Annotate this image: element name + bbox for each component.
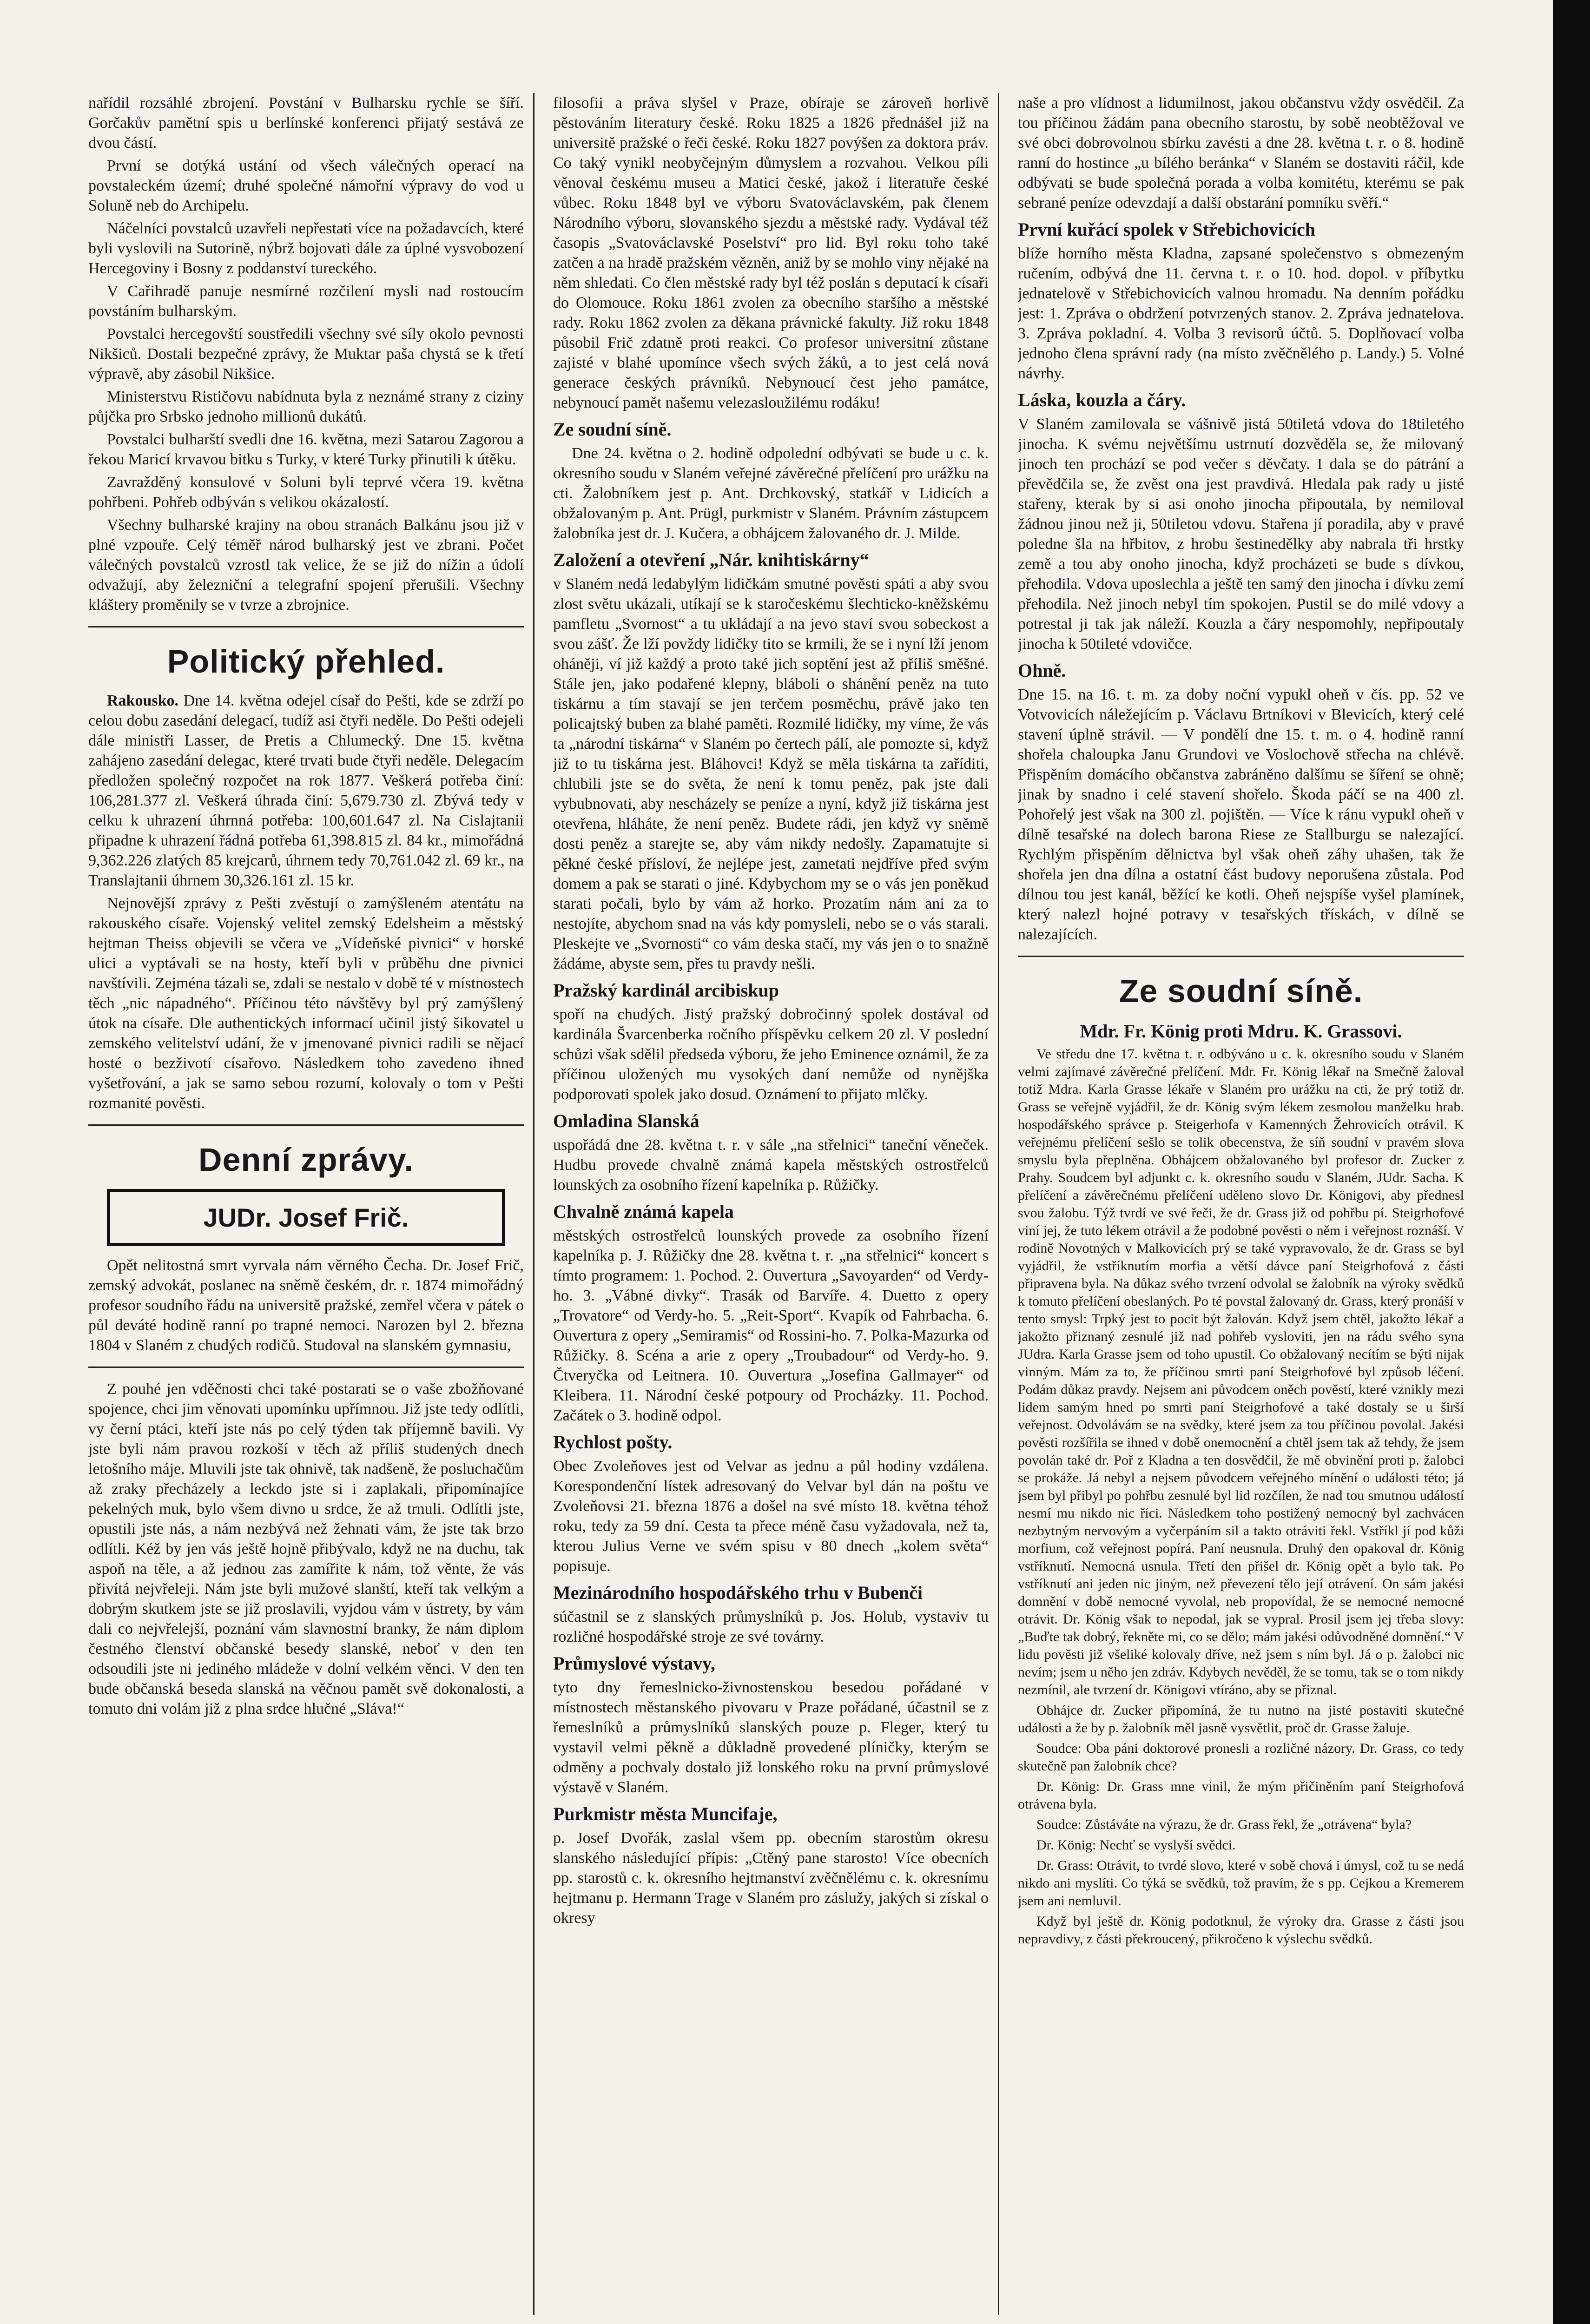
- article-paragraph: Nejnovější zprávy z Pešti zvěstují o zamýšleném atentátu na rakouského císaře. Vojenský velitel zemský Edelsheim a městský hejtman Theiss objevili se včera ve „Vídeňské pivnici“ v horské ulici a vyptávali se na hosty, kteří byli v průběhu dne pivnici navštívili. Zejména tázali se, zdali se nestalo v době té v místnostech těch „nic nápadného“. Příčinou této návštěvy byl prý zamýšlený útok na císaře. Dle authentických informací učinil jistý šikovatel u zemského velitelství udání, že v jmenované pivnici radili se nějací hosté o bezživotí císařovo. Následkem toho zavedeno ihned vyšetřování, a jak se samo sebou rozumí, kolovaly o tom v Pešti rozmanité pověsti.: [88, 895, 524, 1112]
- article-paragraph: súčastnil se z slanských průmyslníků p. Jos. Holub, vystaviv tu rozličné hospodářské stroje ze své továrny.: [553, 1608, 989, 1645]
- section-heading-soudni: Ze soudní síně.: [1119, 973, 1363, 1009]
- article-heading: Pražský kardinál arcibiskup: [553, 980, 779, 1001]
- section-divider: [88, 1124, 524, 1126]
- article-heading: První kuřácí spolek v Střebichovicích: [1018, 219, 1315, 240]
- section-divider: [88, 626, 524, 627]
- article-paragraph: v Slaném nedá ledabylým lidičkám smutné pověsti spáti a aby svou zlost světu ukázali, utíkají se k staročeskému šlechticko-kněžskému pamfletu „Svornost“ a tu ukládají a na jevo staví svou sobeckost a svou zášť. Že lží povždy lidičky tito se krmili, že se i nyní lží jenom oháněji, ví již každý a proto také jich soptění jest až příliš směšné. Stále jen, jako podařené klepny, bláboli o shánění peněz na tuto tiskárnu a tím stavají se jen terčem posměchu, právě jako ten policajtský buben za blahé paměti. Rozmilé lidičky, my víme, že vás ta „národní tiskárna“ v Slaném po čertech pálí, ale pomozte si, když již to tu tiskárna jest. Bláhovci! Když se měla tiskárna ta zaříditi, chlubili jste se do světa, že není k tomu peněz, pak jste dali vybubnovati, aby nescházely se peníze a nyní, když již tiskárna jest otevřena, hláháte, že není peněz. Budete rádi, jen když vy sněmě dosti peněz a starejte se, aby vám nikdy nedošly. Zapamatujte si pěkné české přísloví, že nejlépe jest, zametati nejdříve před svým domem a pak se starati o jiné. Kdybychom my se o vás jen poněkud starati počali, bylo by vám až horko. Prozatím nám ani za to nestojíte, abychom snad na vás kdy pomysleli, nebo se o vás starali. Pleskejte ve „Svornosti“ co vám deska stačí, my vás jen o to snažně žádáme, abyste sem, přes tu pravdy nešli.: [553, 575, 989, 972]
- page-edge-bar: [1553, 0, 1590, 2324]
- article-paragraph: Všechny bulharské krajiny na obou stranách Balkánu jsou již v plné vzpouře. Celý téměř národ bulharský jest ve zbrani. Počet válečných povstalců vzrostl tak velice, že se již do nížin a údolí odvažují, aby železniční a telegrafní spojení přerušili. Všechny kláštery proměnily se v tvrze a zbrojnice.: [88, 516, 524, 614]
- article-paragraph: Zavražděný konsulové v Soluni byli teprvé včera 19. května pohřbeni. Pohřeb odbýván s velikou okázalostí.: [88, 474, 524, 511]
- article-paragraph: Ministerstvu Rističovu nabídnuta byla z neznámé strany z ciziny půjčka pro Srbsko jednoho millionů dukátů.: [88, 388, 524, 425]
- article-paragraph: Dr. Grass: Otrávit, to tvrdé slovo, které v sobě chová i úmysl, což tu se nedá nikdo ani myslíti. Co týká se svědků, tož pravím, že s pp. Cejkou a Kremerem jsem ani nemluvil.: [1018, 1858, 1464, 1908]
- article-paragraph: p. Josef Dvořák, zaslal všem pp. obecním starostům okresu slanského následující přípis: „Ctěný pane starosto! Více obecních pp. starostů c. k. okresního hejtmanství zvěčnělému c. k. okresnímu hejtmanu p. Hermann Trage v Slaném pro záslužy, jakých si získal o okresy: [553, 1829, 989, 1927]
- article-paragraph: Dne 15. na 16. t. m. za doby noční vypukl oheň v čís. pp. 52 ve Votvovicích náležejícím p. Václavu Brtníkovi v Blevicích, který celé stavení úplně strávil. — V pondělí dne 15. t. m. o 4. hodině ranní shořela chaloupka Janu Grundovi ve Voslochově střecha na chlévě. Přispěním domácího občanstva zabráněno dalšímu se šíření se ohně; jinak by snadno i celé stavení shořelo. Škoda páčí se na 400 zl. Pohořelý jest však na 300 zl. pojištěn. — Více k ránu vypukl oheň v dílně tesařské na dolech barona Riese ze Stallburgu se nalezající. Rychlým přispěním dělnictva byl však oheň záhy uhašen, tak že shořela jen dna dílna a ostatní část budovy neporušena zůstala. Pod dílnou tou jest kanál, běžící ke kotli. Oheň nejspíše vyšel plamínek, který nalezl hojné potravy v tesařských třískách, v dílně se nalezajících.: [1018, 686, 1464, 943]
- article-paragraph: filosofii a práva slyšel v Praze, obíraje se zároveň horlivě pěstováním literatury české. Roku 1825 a 1826 přednášel již na universitě pražské o řeči české. Roku 1827 povýšen za doktora práv. Co taký vynikl neobyčejným důmyslem a rozvahou. Velkou píli věnoval českému museu a Matici české, jakož i literatuře české vůbec. Roku 1848 byl ve výboru Svatováclavském, pak členem Národního výboru, slovanského sjezdu a městské rady. Vydával též časopis „Svatováclavské Poselství“ pro lid. Byl roku toho také zatčen a na hradě pražském vězněn, aniž by se mohlo viny nějaké na něm shledati. Co člen městské rady byl též poslán s deputací k císaři do Olomouce. Roku 1861 zvolen za obecního staršího a městské rady. Roku 1862 zvolen za děkana právnické fakulty. Již roku 1848 působil Frič zdatně proti reakci. Co profesor universitní zůstane zajisté v blahé upomínce všech svých žáků, a to jest celá nová generace českých právníků. Nebynoucí čest jeho památce, nebynoucí pamět našemu velezasloužilému rodáku!: [553, 94, 989, 411]
- section-heading-denni: Denní zprávy.: [198, 1142, 414, 1178]
- article-paragraph: blíže horního města Kladna, zapsané společenstvo s obmezeným ručením, odbývá dne 11. června t. r. o 10. hod. dopol. v příbytku jednatelově v Střebichovicích valnou hromadu. Na denním pořádku jest: 1. Zpráva o obdržení potvrzených stanov. 2. Zpráva jednatelova. 3. Zpráva pokladní. 4. Volba 3 revisorů účtů. 5. Doplňovací volba jednoho člena správní rady (na místo zvěčnělého p. Landy.) 5. Volné návrhy.: [1018, 245, 1464, 382]
- article-heading: Chvalně známá kapela: [553, 1201, 734, 1222]
- article-paragraph: Když byl ještě dr. König podotknul, že výroky dra. Grasse z části jsou nepravdivy, z části překroucený, přikročeno k výslechu svědků.: [1018, 1914, 1464, 1947]
- article-paragraph: Dr. König: Dr. Grass mne vinil, že mým přičiněním paní Steigrhofová otrávena byla.: [1018, 1779, 1464, 1812]
- article-paragraph: Povstalci bulharští svedli dne 16. května, mezi Satarou Zagorou a řekou Maricí krvavou bitku s Turky, v které Turky přinutili k útěku.: [88, 431, 524, 468]
- article-paragraph: Soudce: Zůstáváte na výrazu, že dr. Grass řekl, že „otrávena“ byla?: [1036, 1817, 1412, 1832]
- article-paragraph: uspořádá dne 28. května t. r. v sále „na střelnici“ taneční věneček. Hudbu provede chvalně známá kapela městských ostrostřelců lounských za osobního řízení kapelníka p. Růžičky.: [553, 1136, 989, 1194]
- column-2: [553, 93, 999, 2315]
- article-paragraph: Obec Zvoleňoves jest od Velvar as jednu a půl hodiny vzdálena. Korespondenční lístek adresovaný do Velvar byl dán na poštu ve Zvoleňovsi 21. března 1876 a došel na své místo 18. května téhož roku, tedy za 59 dní. Cesta ta přece méně času vyžadovala, než ta, kterou Julius Verne ve svém spisu v 80 dnech „kolem světa“ popisuje.: [553, 1458, 989, 1575]
- article-paragraph: tyto dny řemeslnicko-živnostenskou besedou pořádané v místnostech městanského pivovaru v Praze pořádané, účastnil se z řemeslníků a průmyslníků slanských pouze p. Fleger, který tu vystavil velmi pěkně a důkladně provedené plíničky, kterým se odměny a pochvaly dostalo již lonského roku na první průmyslové výstavě v Slaném.: [553, 1679, 989, 1796]
- article-heading: Průmyslové výstavy,: [553, 1653, 715, 1674]
- article-heading: Ohně.: [1018, 660, 1066, 681]
- newspaper-page: [88, 93, 1464, 2315]
- article-paragraph: Obhájce dr. Zucker připomíná, že tu nutno na jisté postaviti skutečné události a že by p. žalobník měl jasně vysvětlit, proč dr. Grasse žaluje.: [1018, 1703, 1464, 1736]
- article-paragraph: Dne 24. května o 2. hodině odpolední odbývati se bude u c. k. okresního soudu v Slaném veřejné závěrečné přelíčení pro urážku na cti. Žalobníkem jest p. Ant. Drchkovský, statkář v Lidicích a obžalovaným p. Ant. Prügl, purkmistr v Slaném. Právním zástupcem žalobníka jest dr. J. Kučera, a obhájcem žalovaného dr. J. Milde.: [553, 445, 989, 542]
- article-paragraph: Dne 14. května odejel císař do Pešti, kde se zdrží po celou dobu zasedání delegací, tudíž asi čtyři neděle. Do Pešti odejeli dále ministři Lasser, de Pretis a Chlumecký. Dne 15. května zahájeno zasedání delegac, které trvati bude čtyři neděle. Delegacím předložen společný rozpočet na rok 1877. Veškerá potřeba činí: 106,281.377 zl. Veškerá úhrada činí: 5,679.730 zl. Zbývá tedy v celku k uhrazení úhrnná potřeba: 100,601.647 zl. Na Cislajtanii připadne k uhrazení řádná potřeba 61,398.815 zl. 84 kr., mimořádná 9,362.226 zlatých 85 krejcarů, úhrnem tedy 70,761.042 zl. 69 kr., na Translajtanii úhrnem 30,326.161 zl. 15 kr.: [88, 692, 524, 889]
- article-paragraph: Dr. König: Nechť se vyslyší svědci.: [1036, 1837, 1236, 1853]
- section-divider: [1018, 956, 1464, 957]
- article-paragraph: Povstalci hercegovští soustředili všechny své síly okolo pevnosti Nikšiců. Dostali bezpečné zprávy, že Muktar paša chystá se k třetí výpravě, aby zásobil Nikšice.: [88, 325, 524, 383]
- article-paragraph: První se dotýká ustání od všech válečných operací na povstaleckém území; druhé společné námořní výpravy do vod u Soluně neb do Archipelu.: [88, 157, 524, 214]
- article-heading: Ze soudní síně.: [553, 419, 672, 440]
- column-3: [1018, 93, 1464, 2315]
- obituary-box: JUDr. Josef Frič.: [107, 1189, 505, 1246]
- article-paragraph: Náčelníci povstalců uzavřeli nepřestati více na požadavcích, které byli vyslovili na Sutorině, nýbrž bojovati dále za úplné vysvobození Hercegoviny i Bosny z poddanství tureckého.: [88, 220, 524, 277]
- article-paragraph: Z pouhé jen vděčnosti chci také postarati se o vaše zbožňované spojence, chci jim věnovati upomínku upřímnou. Již jste tedy odlítli, vy černí ptáci, kteří jste nás po celý týden tak příjemně bavili. Vy jste byli nám pravou rozkoší v těch až příliš studených dnech letošního máje. Mluvili jste tak ohnivě, tak nadšeně, že posluchačům až zraky přecházely a leckdo jste si i zaplakali, připomínajíce pekelných muk, bylo všem divno u srdce, že až trnuli. Odlítli jste, opustili jste nás, a nám nezbývá než žehnati vám, že jste tak brzo odlítli. Kéž by jen vás ještě hojně přibývalo, když ne na duchu, tak aspoň na těle, a až jednou zas zamířite k nám, tož věnte, že vás přivítá nejvřeleji. Nám jste byli mužové slanští, kteří tak velkým a dobrým skutkem jste se již proslavili, vyjdou vám v ústrety, by vám dali co nejvřelejší, poznání vám slavnostní branky, že nám diplom čestného členství občanské besedy slanské, neboť v den ten odsoudili jste ni jediného mládeže v dolní velkém věnci. V den ten bude občanská beseda slanská na věčnou pamět svě dokonalosti, a tomuto dni volám již z plna srdce hlučné „Sláva!“: [88, 1380, 524, 1717]
- lead-word: Rakousko.: [107, 692, 179, 709]
- article-paragraph: Opět nelitostná smrt vyrvala nám věrného Čecha. Dr. Josef Frič, zemský advokát, poslanec na sněmě českém, dr. r. 1874 mimořádný profesor soudního řádu na universitě pražské, zemřel včera v pátek o půl deváté hodině ranní po trapné nemoci. Narozen byl 2. března 1804 v Slaném z chudých rodičů. Studoval na slanském gymnasiu,: [88, 1257, 524, 1354]
- article-heading: Mdr. Fr. König proti Mdru. K. Grassovi.: [1080, 1021, 1402, 1042]
- article-paragraph: městských ostrostřelců lounských provede za osobního řízení kapelníka p. J. Růžičky dne 28. května t. r. „na střelnici“ koncert s tímto programem: 1. Pochod. 2. Ouvertura „Savoyarden“ od Verdy-ho. 3. „Vábné divky“. Trasák od Barvíře. 4. Duetto z opery „Trovatore“ od Verdy-ho. 5. „Reit-Sport“. Kvapík od Fahrbacha. 6. Ouvertura z opery „Semiramis“ od Rossini-ho. 7. Polka-Mazurka od Růžičky. 8. Scéna a arie z opery „Troubadour“ od Verdy-ho. 9. Čtveryčka od Leitnera. 10. Ouvertura „Josefina Gallmayer“ od Kleibera. 11. Národní české potpoury od Procházky. 11. Pochod. Začátek o 3. hodině odpol.: [553, 1227, 989, 1424]
- article-heading: Omladina Slanská: [553, 1110, 699, 1131]
- article-heading: Mezinárodního hospodářského trhu v Bubenči: [553, 1582, 923, 1603]
- article-paragraph: naše a pro vlídnost a lidumilnost, jakou občanstvu vždy osvědčil. Za tou příčinou žádám pana obecního starostu, by sobě neobtěžoval ve své obci dobrovolnou sbírku zavésti a dne 28. května t. r. o 8. hodině ranní do hostince „u bílého beránka“ v Slaném se dostaviti ráčil, kde odbývati se bude společná porada a volba komitétu, kterému se pak sebrané peníze odevzdají a další obstarání pomníku svěří.“: [1018, 94, 1464, 211]
- section-heading-politicky: Politický přehled.: [167, 643, 445, 680]
- article-paragraph: Ve středu dne 17. května t. r. odbýváno u c. k. okresního soudu v Slaném velmi zajímavé závěrečné přelíčení. Mdr. Fr. König lékař na Smečně žaloval totiž Mdra. Karla Grasse lékaře v Slaném pro urážku na cti, že prý totiž dr. Grass se veřejně vyjádřil, že dr. König svým lékem zesmolou manželku hrab. hospodářského správce p. Steigerhofa v Kamenných Žehrovicích otrávil. K veřejnému přelíčení sešlo se tolik obecenstva, že síň soudní v pravém slova smyslu byla přeplněna. Obhájcem obžalovaného byl profesor dr. Zucker z Prahy. Soudcem byl adjunkt c. k. okresního soudu v Slaném, JUdr. Sacha. K přelíčení a závěrečnému přelíčení uděleno slovo Dr. Königovi, aby přednesl svou žalobu. Týž tvrdí ve své řeči, že dr. Grass již od pohřbu pí. Steigrhofové viní jej, že tuto lékem otrávil a že podobné pověsti o něm i veřejnost roznáší. V rodině Novotných v Malkovicích prý se také vypravovalo, že dr. Grass se byl vyjádřil, že vstříknutím morfia a větší dávce paní Steigrhofová z části připravena byla. Na důkaz svého tvrzení odvolal se žalobník na výroky svědků k tomuto přelíčení obeslaných. Po té povstal žalovaný dr. Grass, který pronáší v tento smysl: Trpký jest to pocit být žalován. Když jsem chtěl, jakožto lékař a jakožto přiznaný zesnulé již nad pohřeb vysloviti, jen na rádu svého syna JUdra. Karla Grasse jsem od toho upustil. Co obžalovaný necítím se býti nijak vinným. Mám za to, že příčinou smrti paní Steigrhofové byl způsob léčení. Podám důkaz pravdy. Nejsem ani původcem oněch pověstí, které vznikly mezi lidem samým hned po smrti paní Steigrhofové a také dostaly se u širší veřejnost. Odvolávám se na svědky, které jsem za tou příčinou povolal. Jakési pověsti rozšířila se ihned v době onemocnění a chtěl jsem tak až tehdy, že jsem povolán také dr. Poř z Kladna a ten dosvědčil, že mě obvinění proti p. žalobci se prokáže. Já nebyl a nejsem původcem veřejného mínění o události této; já jsem byl přibyl po pohřbu zesnulé byl lid rozčílen, že nad tou smutnou událostí nesmí mu nikdo nic říci. Následkem toho postižený nemocný byl zachvácen nezbytným nervovým a vyčerpáním sil a takto otráviti řekl. Vstříkl jí pod kůži morfium, což veřejnost popírá. Paní neusnula. Druhý den opakoval dr. König vstříknutí. Nemocná usnula. Třetí den přišel dr. König opět a bylo tak. Po vstříknutí ani jeden nic jiným, než převezení tělo její otrávení. On sám jakési domnění v době nemocné vyvolal, neb propovídal, že se nemocné nemocné otrávit. Dr. König však to nepodal, jak se vypral. Prosil jsem jej třeba slovy: „Buďte tak dobrý, řekněte mi, co se dělo; mám jakési odůvodněné domnění.“ V lidu pověsti již všeliké kolovaly dříve, než jsem s ním byl. Já o p. žalobci nic nevím; jsem u něho jen zdráv. Kdybych nevěděl, že se tomu, tak se o tom nikdy nezmínil, ale tvrzení dr. Königovi vtíráno, aby se přiznal.: [1018, 1046, 1464, 1697]
- article-heading: Purkmistr města Muncifaje,: [553, 1803, 778, 1824]
- article-heading: Láska, kouzla a čáry.: [1018, 390, 1186, 410]
- article-heading: Rychlost pošty.: [553, 1432, 673, 1452]
- column-1: [88, 93, 534, 2315]
- article-heading: Založení a otevření „Nár. knihtiskárny“: [553, 549, 869, 570]
- article-paragraph: V Cařihradě panuje nesmírné rozčilení mysli nad rostoucím povstáním bulharským.: [88, 283, 524, 320]
- article-paragraph: V Slaném zamilovala se vášnivě jistá 50tiletá vdova do 18tiletého jinocha. K svému největšímu ustrnutí dozvěděla se, že milovaný jinoch ten prochází se pod večer s děvčaty. I dala se do pátrání a převědčila se, že zvěst ona jest pravdivá. Hledala pak rady u jisté stařeny, kterak by si asi onoho jinocha připoutala, by nemiloval žádnou jinou než ji, 50tiletou vdovu. Stařena jí poradila, aby v pravé poledne šla na hřbitov, z hrobu šestinedělky aby nabrala tři hrstky země a tou aby onoho jinocha, když procházeti se bude s dívkou, přehodila. Vdova uposlechla a ještě ten samý den jinocha i dívku zemí přehodila. Než jinoch nebyl tím spokojen. Pustil se do milé vdovy a potrestal ji tak jak náleží. Kouzla a čáry nespomohly, nepřipoutaly jinocha k 50tileté vdovičce.: [1018, 416, 1464, 653]
- section-divider: [88, 1367, 524, 1368]
- article-paragraph: nařídil rozsáhlé zbrojení. Povstání v Bulharsku rychle se šíří. Gorčakův pamětní spis u berlínské konferenci přijatý sestává ze dvou částí.: [88, 94, 524, 152]
- article-paragraph: Soudce: Oba páni doktorové pronesli a rozličné názory. Dr. Grass, co tedy skutečně pan žalobník chce?: [1018, 1741, 1464, 1774]
- article-paragraph: spoří na chudých. Jistý pražský dobročinný spolek dostával od kardinála Švarcenberka ročního příspěvku celkem 20 zl. V poslední schůzi však sdělil předseda výboru, že jeho Eminence oznámil, že za příčinou uložených mu vysokých daní nemůže od nynějška podporovati spolek jako dosud. Oznámení to přijato mlčky.: [553, 1006, 989, 1103]
